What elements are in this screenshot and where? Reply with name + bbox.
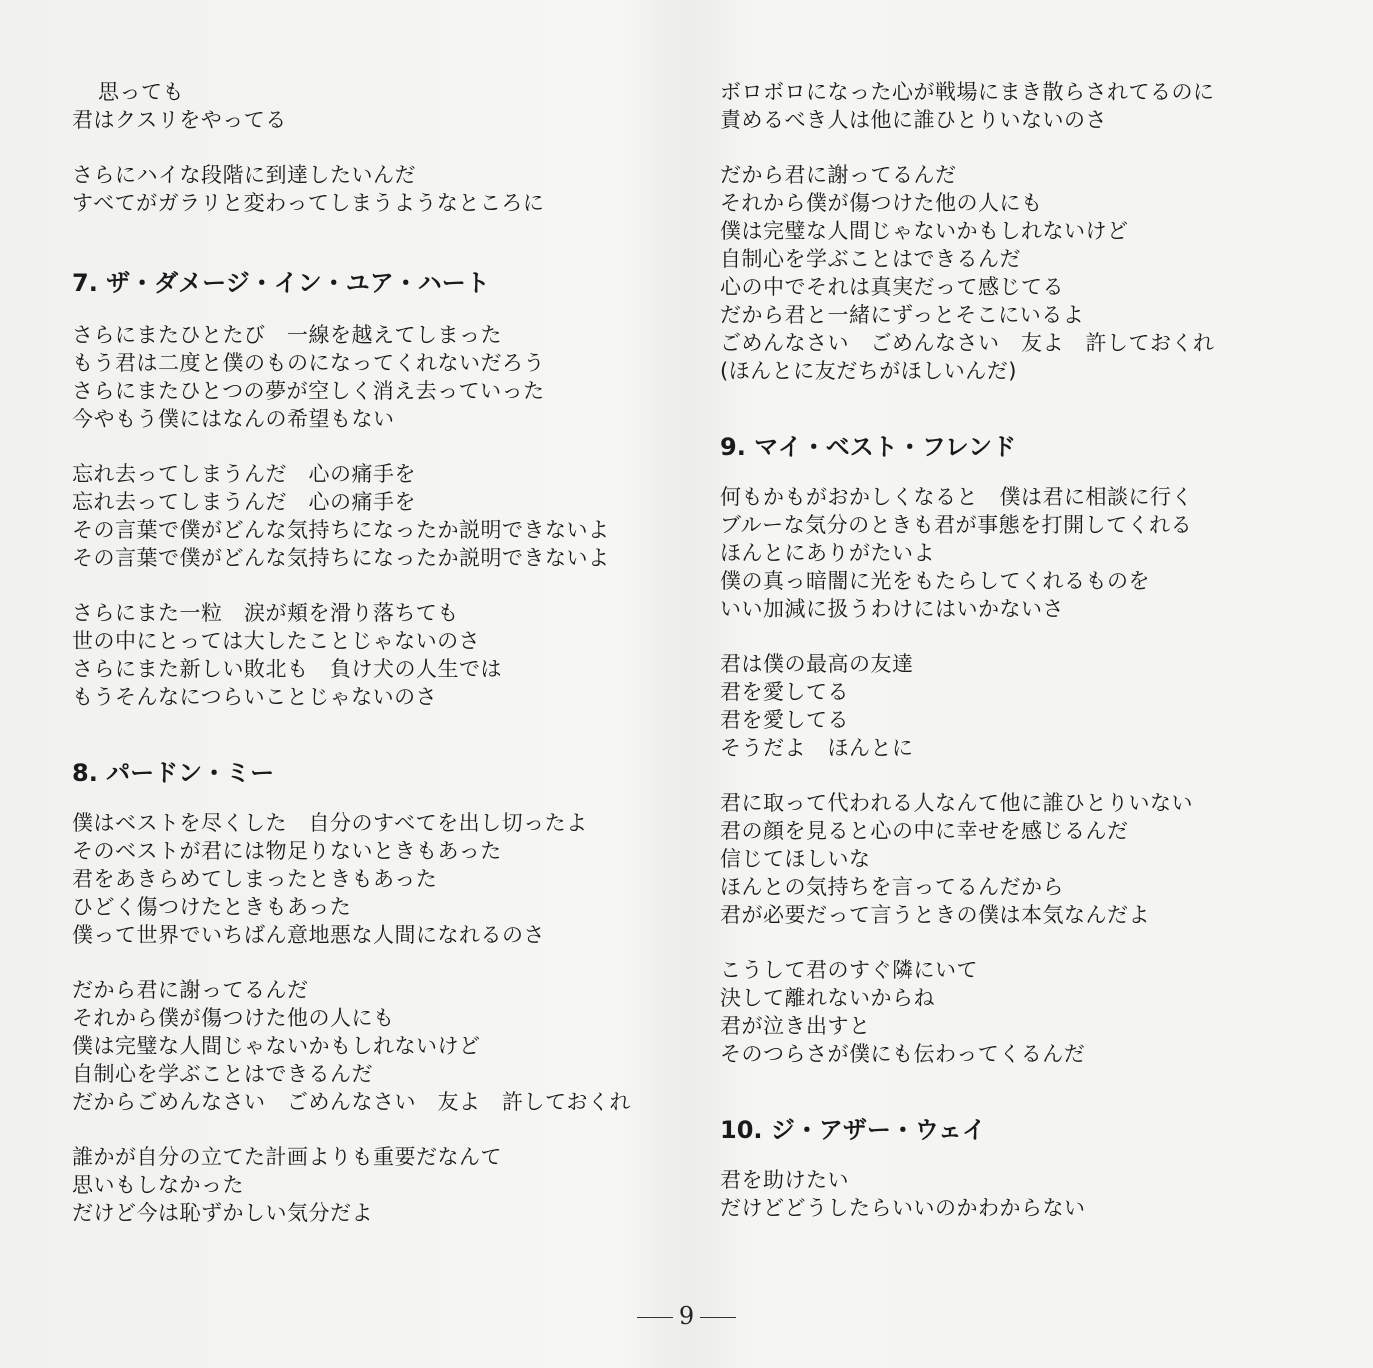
lyric-line: ほんとにありがたいよ [720, 541, 935, 565]
lyric-line: 君が必要だって言うときの僕は本気なんだよ [720, 903, 1150, 927]
lyric-line: 思っても [98, 80, 184, 104]
song8-continued-2 [720, 161, 1340, 385]
lyric-line: そのベストが君には物足りないときもあった [72, 839, 502, 863]
lyric-line: ボロボロになった心が戦場にまき散らされてるのに [720, 80, 1215, 104]
song9-stanza-3 [720, 789, 1340, 929]
lyric-line: だからごめんなさい ごめんなさい 友よ 許しておくれ [72, 1090, 631, 1114]
lyric-line: 君を愛してる [720, 708, 849, 732]
song10-stanza-1 [720, 1166, 1340, 1222]
lyric-line: 僕は完璧な人間じゃないかもしれないけど [720, 219, 1129, 243]
lyric-line: さらにまた新しい敗北も 負け犬の人生では [72, 657, 502, 681]
song-title-7: 7. ザ・ダメージ・イン・ユア・ハート [72, 269, 490, 297]
lyric-line: それから僕が傷つけた他の人にも [720, 191, 1043, 215]
lyric-line: さらにまたひとたび 一線を越えてしまった [72, 323, 502, 347]
lyric-line: 決して離れないからね [720, 986, 935, 1010]
lyric-line: 忘れ去ってしまうんだ 心の痛手を [72, 490, 416, 514]
lyric-line: その言葉で僕がどんな気持ちになったか説明できないよ [72, 546, 610, 570]
lyric-line: (ほんとに友だちがほしいんだ) [720, 359, 1017, 383]
song9-stanza-2 [720, 650, 1340, 762]
lyric-line: 何もかもがおかしくなると 僕は君に相談に行く [720, 485, 1193, 509]
lyric-line: だから君に謝ってるんだ [720, 163, 957, 187]
lyric-line: 自制心を学ぶことはできるんだ [72, 1062, 373, 1086]
lyric-line: 自制心を学ぶことはできるんだ [720, 247, 1021, 271]
lyric-line: 僕は完璧な人間じゃないかもしれないけど [72, 1034, 481, 1058]
lyric-line: もうそんなにつらいことじゃないのさ [72, 685, 438, 709]
lyric-line: 今やもう僕にはなんの希望もない [72, 407, 395, 431]
lyric-line: 君は僕の最高の友達 [720, 652, 914, 676]
lyric-line: さらにまたひとつの夢が空しく消え去っていった [72, 379, 545, 403]
lyric-line: 世の中にとっては大したことじゃないのさ [72, 629, 481, 653]
song8-continued-1 [720, 78, 1340, 134]
lyric-line: 僕の真っ暗闇に光をもたらしてくれるものを [720, 569, 1150, 593]
lyric-line: だから君に謝ってるんだ [72, 978, 309, 1002]
lyric-line: 君はクスリをやってる [72, 108, 287, 132]
lyric-line: ごめんなさい ごめんなさい 友よ 許しておくれ [720, 331, 1215, 355]
song8-stanza-3 [72, 1143, 682, 1227]
lyric-line: もう君は二度と僕のものになってくれないだろう [72, 351, 545, 375]
lyric-line: いい加減に扱うわけにはいかないさ [720, 597, 1064, 621]
page-number [0, 1302, 1373, 1330]
song-title-10: 10. ジ・アザー・ウェイ [720, 1116, 986, 1144]
lyric-line: 心の中でそれは真実だって感じてる [720, 275, 1064, 299]
lyric-line: さらにまた一粒 涙が頬を滑り落ちても [72, 601, 459, 625]
page-number-value: 9 [678, 1302, 695, 1330]
lyric-line: 君を助けたい [720, 1168, 849, 1192]
lyric-line: 責めるべき人は他に誰ひとりいないのさ [720, 108, 1107, 132]
song8-stanza-2 [72, 976, 682, 1116]
right-column [720, 78, 1340, 1222]
lyric-line: 信じてほしいな [720, 847, 871, 871]
page-number-dash-left [637, 1317, 673, 1318]
lyric-line: その言葉で僕がどんな気持ちになったか説明できないよ [72, 518, 610, 542]
lyric-line: だけど今は恥ずかしい気分だよ [72, 1201, 373, 1225]
lyric-line: 君をあきらめてしまったときもあった [72, 867, 438, 891]
song7-stanza-1 [72, 321, 682, 433]
song-title-8: 8. パードン・ミー [72, 759, 275, 787]
song7-stanza-3 [72, 599, 682, 711]
lyric-line: 君を愛してる [720, 680, 849, 704]
song9-stanza-4 [720, 956, 1340, 1068]
lyric-line: 誰かが自分の立てた計画よりも重要だなんて [72, 1145, 502, 1169]
lyric-line: ほんとの気持ちを言ってるんだから [720, 875, 1064, 899]
lyric-line: さらにハイな段階に到達したいんだ [72, 163, 416, 187]
lyric-line: ひどく傷つけたときもあった [72, 895, 352, 919]
lyric-line: 僕はベストを尽くした 自分のすべてを出し切ったよ [72, 811, 588, 835]
left-column [72, 78, 682, 1227]
page-number-dash-right [700, 1317, 736, 1318]
lyric-line: ブルーな気分のときも君が事態を打開してくれる [720, 513, 1193, 537]
intro-stanza [72, 78, 682, 134]
song7-stanza-2 [72, 460, 682, 572]
song-title-9: 9. マイ・ベスト・フレンド [720, 433, 1017, 461]
song9-stanza-1 [720, 483, 1340, 623]
lyric-line: それから僕が傷つけた他の人にも [72, 1006, 395, 1030]
lyric-line: そのつらさが僕にも伝わってくるんだ [720, 1042, 1086, 1066]
lyric-line: 忘れ去ってしまうんだ 心の痛手を [72, 462, 416, 486]
song8-stanza-1 [72, 809, 682, 949]
lyric-line: 君が泣き出すと [720, 1014, 871, 1038]
lyric-line: だけどどうしたらいいのかわからない [720, 1196, 1086, 1220]
lyric-line: 思いもしなかった [72, 1173, 244, 1197]
lyric-line: だから君と一緒にずっとそこにいるよ [720, 303, 1085, 327]
lyric-line: 君の顔を見ると心の中に幸せを感じるんだ [720, 819, 1129, 843]
intro-stanza-2 [72, 161, 682, 217]
lyric-line: そうだよ ほんとに [720, 736, 914, 760]
lyric-line: 君に取って代われる人なんて他に誰ひとりいない [720, 791, 1193, 815]
lyric-line: すべてがガラリと変わってしまうようなところに [72, 191, 545, 215]
lyric-line: 僕って世界でいちばん意地悪な人間になれるのさ [72, 923, 545, 947]
lyric-line: こうして君のすぐ隣にいて [720, 958, 978, 982]
